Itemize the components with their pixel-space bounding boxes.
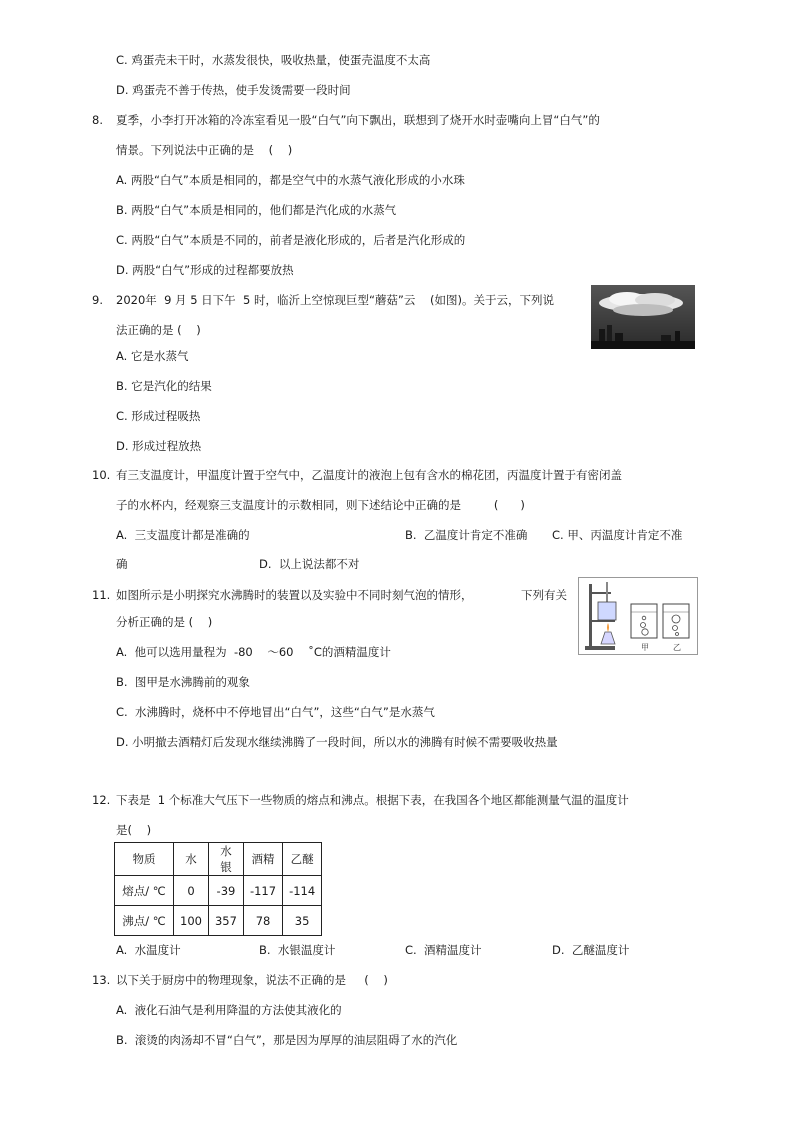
q11-option-b: B. 图甲是水沸腾前的观象 xyxy=(116,675,250,689)
q9-option-c: C. 形成过程吸热 xyxy=(116,409,201,423)
table-header-cell: 水 xyxy=(174,843,209,876)
q10-stem-line2: 子的水杯内，经观察三支温度计的示数相同，则下述结论中正确的是 ( ) xyxy=(116,498,525,512)
q12-stem-line2: 是( ) xyxy=(116,823,152,837)
table-header-cell: 酒精 xyxy=(243,843,282,876)
figure-label-jia: 甲 xyxy=(641,643,649,652)
q8-option-b: B. 两股“白气”本质是相同的，他们都是汽化成的水蒸气 xyxy=(116,203,397,217)
table-cell: -39 xyxy=(208,876,243,906)
table-cell: 78 xyxy=(243,906,282,936)
table-header-cell: 水银 xyxy=(208,843,243,876)
table-cell: 357 xyxy=(208,906,243,936)
q12-option-a: A. 水温度计 xyxy=(116,943,181,957)
table-cell: 100 xyxy=(174,906,209,936)
q10-number: 10. xyxy=(92,468,111,482)
q9-stem-line1: 2020年 9 月 5 日下午 5 时，临沂上空惊现巨型“蘑菇”云 (如图)。关于云，下列说 xyxy=(116,293,554,307)
table-cell: -117 xyxy=(243,876,282,906)
q11-option-d: D. 小明撤去酒精灯后发现水继续沸腾了一段时间，所以水的沸腾有时候不需要吸收热量 xyxy=(116,735,558,749)
q12-number: 12. xyxy=(92,793,111,807)
q10-option-d: D. 以上说法都不对 xyxy=(259,557,360,571)
q11-stem-line1b: 下列有关 xyxy=(521,588,567,602)
q9-option-a: A. 它是水蒸气 xyxy=(116,349,189,363)
table-header-cell: 乙醚 xyxy=(283,843,322,876)
q12-stem-line1: 下表是 1 个标准大气压下一些物质的熔点和沸点。根据下表，在我国各个地区都能测量气温的温度计 xyxy=(116,793,629,807)
table-cell: 沸点/ ℃ xyxy=(115,906,174,936)
q9-option-d: D. 形成过程放热 xyxy=(116,439,202,453)
q10-option-c-cont: 确 xyxy=(116,557,128,571)
q10-option-a: A. 三支温度计都是准确的 xyxy=(116,528,250,542)
q9-stem-line2: 法正确的是 ( ) xyxy=(116,323,201,337)
mushroom-cloud-photo xyxy=(591,285,695,349)
q11-stem-line2: 分析正确的是 ( ) xyxy=(116,615,213,629)
table-row xyxy=(115,876,322,906)
q12-option-b: B. 水银温度计 xyxy=(259,943,336,957)
q8-option-d: D. 两股“白气”形成的过程都要放热 xyxy=(116,263,294,277)
q11-option-a: A. 他可以选用量程为 -80 ～60 ˚C的酒精温度计 xyxy=(116,645,391,659)
q10-option-c: C. 甲、丙温度计肯定不准 xyxy=(552,528,683,542)
table-cell: 0 xyxy=(174,876,209,906)
q10-option-b: B. 乙温度计肯定不准确 xyxy=(405,528,528,542)
melting-boiling-table xyxy=(114,842,322,936)
table-cell: 35 xyxy=(283,906,322,936)
table-cell: 熔点/ ℃ xyxy=(115,876,174,906)
boiling-apparatus-figure xyxy=(578,577,698,655)
q8-option-c: C. 两股“白气”本质是不同的，前者是液化形成的，后者是汽化形成的 xyxy=(116,233,466,247)
table-header-cell: 物质 xyxy=(115,843,174,876)
table-header-row xyxy=(115,843,322,876)
q12-option-d: D. 乙醚温度计 xyxy=(552,943,630,957)
table-cell: -114 xyxy=(283,876,322,906)
q11-stem-line1a: 如图所示是小明探究水沸腾时的装置以及实验中不同时刻气泡的情形， xyxy=(116,588,473,602)
q7-option-c: C. 鸡蛋壳未干时，水蒸发很快，吸收热量，使蛋壳温度不太高 xyxy=(116,53,431,67)
q13-option-b: B. 滚烫的肉汤却不冒“白气”，那是因为厚厚的油层阻碍了水的汽化 xyxy=(116,1033,458,1047)
q13-stem: 以下关于厨房中的物理现象，说法不正确的是 ( ) xyxy=(116,973,388,987)
figure-label-yi: 乙 xyxy=(673,643,681,652)
q13-number: 13. xyxy=(92,973,111,987)
q9-option-b: B. 它是汽化的结果 xyxy=(116,379,212,393)
q8-stem-line2: 情景。下列说法中正确的是 ( ) xyxy=(116,143,293,157)
q11-number: 11. xyxy=(92,588,111,602)
q11-option-c: C. 水沸腾时，烧杯中不停地冒出“白气”，这些“白气”是水蒸气 xyxy=(116,705,435,719)
q10-stem-line1: 有三支温度计，甲温度计置于空气中，乙温度计的液泡上包有含水的棉花团，丙温度计置于有密闭盖 xyxy=(116,468,622,482)
table-row xyxy=(115,906,322,936)
q7-option-d: D. 鸡蛋壳不善于传热，使手发烫需要一段时间 xyxy=(116,83,351,97)
q12-option-c: C. 酒精温度计 xyxy=(405,943,482,957)
q8-stem-line1: 夏季，小李打开冰箱的冷冻室看见一股“白气”向下飘出，联想到了烧开水时壶嘴向上冒“白气”的 xyxy=(116,113,600,127)
q8-number: 8. xyxy=(92,113,103,127)
q8-option-a: A. 两股“白气”本质是相同的，都是空气中的水蒸气液化形成的小水珠 xyxy=(116,173,465,187)
q13-option-a: A. 液化石油气是利用降温的方法使其液化的 xyxy=(116,1003,342,1017)
q9-number: 9. xyxy=(92,293,103,307)
